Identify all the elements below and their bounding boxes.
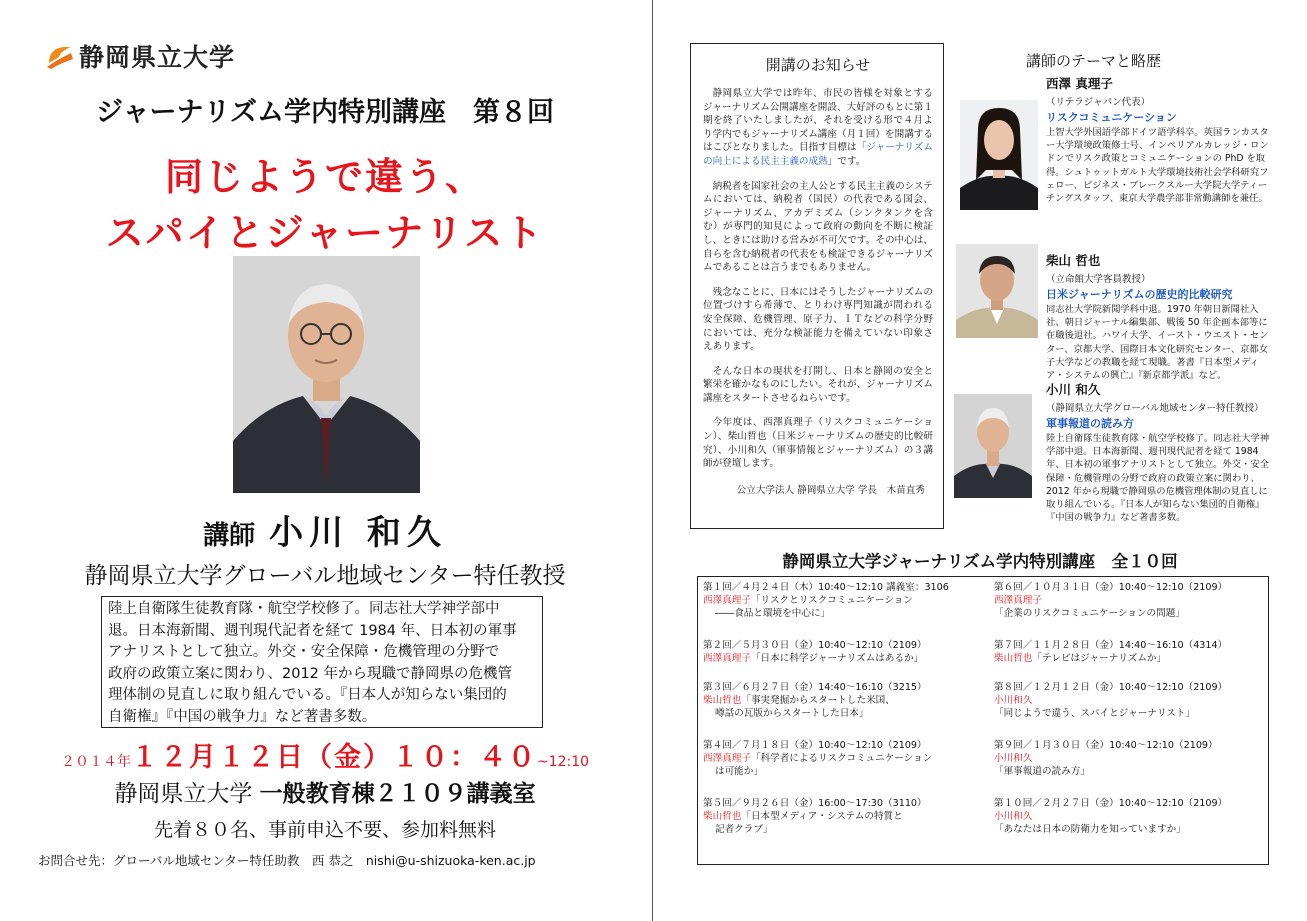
lecturer-profile-shibayama xyxy=(1046,251,1276,382)
session-item: 第６回／１０月３１日（金）10:40～12:10（2109） 西澤真理子 「企業のリスクコミュニケーションの問題」 xyxy=(994,582,1228,619)
bio-line: 自衛権』『中国の戦争力』など著書多数。 xyxy=(108,708,377,725)
main-title-line2: スパイとジャーナリスト xyxy=(105,211,545,255)
event-date xyxy=(40,735,610,774)
lecturer-affiliation: 静岡県立大学グローバル地域センター特任教授 xyxy=(84,563,566,589)
session-item: 第５回／９月２６日（金）16:00～17:30（3110） 柴山哲也「日本型メディア・システムの特質と 記者クラブ」 xyxy=(703,798,927,835)
lecturer-line xyxy=(40,505,610,554)
bio-line: アナリストとして独立。外交・安全保障・危機管理の分野で xyxy=(108,644,500,660)
contact-info: お問合せ先：グローバル地域センター特任助教 西 恭之 nishi@u-shizuoka-ken.ac.jp xyxy=(38,853,536,868)
session-item: 第８回／１２月１２日（金）10:40～12:10（2109） 小川和久 「同じようで違う、スパイとジャーナリスト」 xyxy=(994,682,1228,719)
session-item: 第７回／１１月２８日（金）14:40～16:10（4314） 柴山哲也「テレビはジャーナリズムか」 xyxy=(994,640,1228,664)
lecturer-photo xyxy=(233,256,420,493)
university-logo xyxy=(45,38,235,74)
session-item: 第９回／１月３０日（金）10:40～12:10（2109） 小川和久 「軍事報道の読み方」 xyxy=(994,740,1218,777)
venue-room: 一般教育棟２１０９講義室 xyxy=(259,781,536,807)
lecturer-profile-nishizawa xyxy=(1046,74,1276,205)
date-main: １２月１２日（金）１０：４０ xyxy=(130,742,537,773)
date-year: ２０１４年 xyxy=(60,754,131,770)
lecturer-name: 小川 和久 xyxy=(269,513,447,553)
lecturer-bio: 同志社大学院新聞学科中退。1970 年朝日新聞社入社、朝日ジャーナル編集部、戦後 50 年企画本部等に在職後退社。ハワイ大学、イースト・ウエスト・センター、京都大学、国際日本文化研究センター、京都女子大学などの教職を経て現職。著書『日本型メディア・システムの興亡』『新京都学派』など。 xyxy=(1046,304,1269,382)
notice-paragraph: 納税者を国家社会の主人公とする民主主義のシステムにおいては、納税者（国民）の代表である国会、ジャーナリズム、アカデミズム（シンクタンクを含む）が専門的知見によって政府の動向を不断に検証し、ときには助ける営みが不可欠です。その中心は、自らを含む納税者の代表をも検証できるジャーナリズムであることは言うまでもありません。 xyxy=(703,180,933,274)
lecturer-theme: 日米ジャーナリズムの歴史的比較研究 xyxy=(1046,288,1233,301)
notice-goal: ジャーナリズムの向上による民主主義の成熟 xyxy=(703,142,933,167)
notice-title: 開講のお知らせ xyxy=(765,56,871,74)
session-item: 第２回／５月３０日（金）10:40～12:10（2109） 西澤真理子「日本に科学ジャーナリズムはあるか」 xyxy=(703,640,927,664)
lecturer-label: 講師 xyxy=(203,521,256,551)
bio-line: 理体制の見直しに取り組んでいる。『日本人が知らない集団的 xyxy=(108,687,507,703)
bio-line: 陸上自衛隊生徒教育隊・航空学校修了。同志社大学神学部中 xyxy=(108,601,500,617)
session-item: 第１回／４月２４日（木）10:40～12:10 講義室：3106 西澤真理子「リスクとリスクコミュニケーション ――食品と環境を中心に」 xyxy=(703,582,949,619)
session-item: 第３回／６月２７日（金）14:40～16:10（3215） 柴山哲也「事実発掘からスタートした米国、 噂話の瓦版からスタートした日本」 xyxy=(703,682,927,719)
page-divider xyxy=(652,0,653,921)
logo-text: 静岡県立大学 xyxy=(79,43,236,72)
main-title-line1: 同じようで違う、 xyxy=(164,155,485,199)
notice-paragraph: そんな日本の現状を打開し、日本と静岡の安全と繁栄を確かなものにしたい。それが、ジャーナリズム講座をスタートさせるねらいです。 xyxy=(703,365,933,404)
venue-prefix: 静岡県立大学 xyxy=(114,781,260,807)
lecturer-profile-ogawa xyxy=(1046,380,1276,524)
session-item: 第１０回／２月２７日（金）10:40～12:10（2109） 小川和久 「あなたは日本の防衛力を知っていますか」 xyxy=(994,798,1228,835)
lecturer-bio: 陸上自衛隊生徒教育隊・航空学校修了。同志社大学神学部中退。日本海新聞、週刊現代記者を経て 1984 年、日本初の軍事アナリストとして独立。外交・安全保障・危機管理の分野で政府の政策立案に関わり、2012 年から現職で静岡県の危機管理体制の見直しに取り組んでいる。『日本人が知らない集団的自衛権』『中国の戦争力』など著書多数。 xyxy=(1046,433,1270,524)
lecturer-photo-nishizawa xyxy=(960,100,1038,210)
notice-paragraph: 静岡県立大学では昨年、市民の皆様を対象とするジャーナリズム公開講座を開設、大好評のもとに第１期を終了いたしましたが、それを受ける形で４月より学内でもジャーナリズム講座（月１回）を開講するはこびとなりました。目指す目標は「ジャーナリズムの向上による民主主義の成熟」です。 xyxy=(703,88,933,167)
notice-box xyxy=(690,43,944,529)
lecturer-name: 小川 和久 xyxy=(1046,382,1101,397)
notice-paragraph: 残念なことに、日本にはそうしたジャーナリズムの位置づけすら希薄で、とりわけ専門知識が問われる安全保障、危機管理、原子力、ＩＴなどの科学分野においては、充分な検証能力を備えていない印象さえあります。 xyxy=(703,286,933,353)
schedule-title: 静岡県立大学ジャーナリズム学内特別講座 全１０回 xyxy=(782,552,1178,571)
lecturer-photo-shibayama xyxy=(956,244,1038,338)
logo-mark-icon xyxy=(45,41,75,71)
event-venue xyxy=(40,775,610,808)
series-title: ジャーナリズム学内特別講座 第８回 xyxy=(96,97,554,128)
lecturer-theme: 軍事報道の読み方 xyxy=(1046,417,1134,430)
lecturer-bio: 上智大学外国語学部ドイツ語学科卒。英国ランカスター大学環境政策修士号、インペリアルカレッジ・ロンドンでリスク政策とコミュニケーションの PhD を取得。シュトゥットガルト大学環境技術社会学科研究フェロー、ビジネス・ブレークスルー大学院大学ティーチングスタッフ、東京大学農学部非常勤講師を兼任。 xyxy=(1046,127,1269,205)
bio-line: 政府の政策立案に関わり、2012 年から現職で静岡県の危機管 xyxy=(108,665,513,682)
lecturer-affiliation: （立命館大学客員教授） xyxy=(1046,274,1151,285)
lecturer-photo-ogawa xyxy=(954,394,1032,498)
notice-paragraph: 今年度は、西澤真理子（リスクコミュニケーション）、柴山哲也（日米ジャーナリズムの歴史的比較研究）、小川和久（軍事情報とジャーナリズム）の３講師が登壇します。 xyxy=(703,417,933,470)
date-end: ~12:10 xyxy=(536,754,590,770)
bio-line: 退。日本海新聞、週刊現代記者を経て 1984 年、日本初の軍事 xyxy=(108,622,517,639)
themes-title: 講師のテーマと略歴 xyxy=(1026,52,1162,70)
notice-signature: 公立大学法人 静岡県立大学 学長 木苗直秀 xyxy=(736,484,925,496)
lecturer-name: 柴山 哲也 xyxy=(1046,253,1101,268)
lecturer-affiliation: （静岡県立大学グローバル地域センター特任教授） xyxy=(1046,403,1264,414)
admission-info: 先着８０名、事前申込不要、参加料無料 xyxy=(153,819,496,841)
lecturer-bio-box xyxy=(101,596,543,728)
lecturer-affiliation: （リテラジャパン代表） xyxy=(1046,97,1151,108)
lecturer-name: 西澤 真理子 xyxy=(1046,76,1113,91)
lecturer-theme: リスクコミュニケーション xyxy=(1046,111,1177,124)
session-item: 第４回／７月１８日（金）10:40～12:10（2109） 西澤真理子「科学者によるリスクコミュニケーション は可能か」 xyxy=(703,740,933,777)
schedule-box xyxy=(697,576,1269,865)
